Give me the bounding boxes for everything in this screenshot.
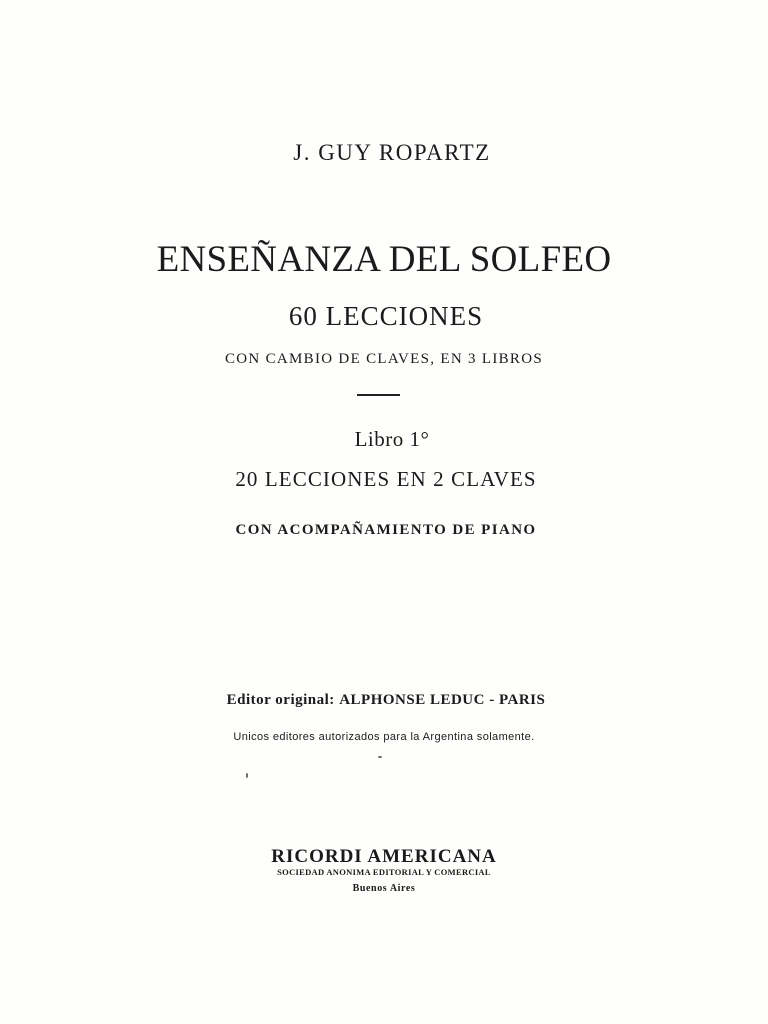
lessons-count: 60 LECCIONES: [288, 301, 484, 331]
editor-name: ALPHONSE LEDUC - PARIS: [339, 692, 546, 708]
subtitle: CON CAMBIO DE CLAVES, EN 3 LIBROS: [224, 351, 544, 367]
publisher-society: SOCIEDAD ANONIMA EDITORIAL Y COMERCIAL: [277, 867, 491, 877]
book-number: Libro 1°: [354, 427, 430, 451]
publisher-name: RICORDI AMERICANA: [271, 846, 497, 867]
accompaniment-note: CON ACOMPAÑAMIENTO DE PIANO: [235, 522, 537, 538]
divider-rule: [357, 394, 400, 396]
original-editor: [2, 692, 768, 708]
paper-speck: [378, 756, 382, 758]
book-title: ENSEÑANZA DEL SOLFEO: [156, 239, 612, 280]
publisher-city: Buenos Aires: [352, 883, 416, 894]
editor-label: Editor original:: [226, 692, 335, 708]
book-lessons: 20 LECCIONES EN 2 CLAVES: [235, 467, 537, 491]
authorized-notice: Unicos editores autorizados para la Argentina solamente.: [233, 731, 535, 743]
paper-speck: [246, 773, 248, 778]
author-name: J. GUY ROPARTZ: [293, 140, 491, 165]
